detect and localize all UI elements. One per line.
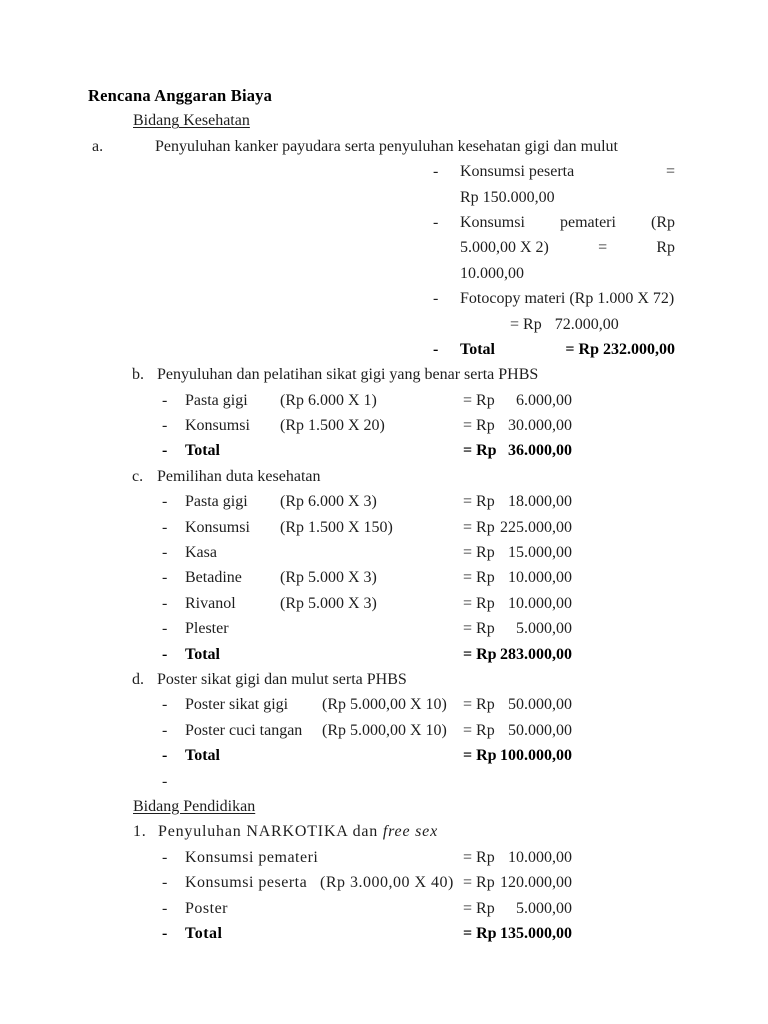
row-label: Konsumsi <box>185 417 250 435</box>
row-label: Betadine <box>185 569 242 587</box>
item-1-title: Penyuluhan NARKOTIKA dan <box>158 823 383 841</box>
trailing-dash: - <box>162 772 168 790</box>
item-1-title-italic: free sex <box>382 823 438 841</box>
row-label: Poster <box>185 899 228 917</box>
total-label: Total <box>185 747 220 765</box>
budget-row <box>162 540 572 565</box>
bullet-dash: - <box>162 899 168 917</box>
bullet-dash: - <box>162 924 168 942</box>
item-a-title: Penyuluhan kanker payudara serta penyuluhan kesehatan gigi dan mulut <box>155 137 618 155</box>
row-eq: = Rp <box>463 924 497 942</box>
item-1-number: 1. <box>133 823 147 841</box>
row-eq: = Rp <box>463 518 495 536</box>
row-formula: (Rp 1.500 X 150) <box>280 518 393 536</box>
item-c-title: Pemilihan duta kesehatan <box>157 467 321 485</box>
budget-row <box>162 413 572 438</box>
bullet-dash: - <box>433 213 439 231</box>
row-formula-word: (Rp <box>651 213 675 231</box>
item-b-letter: b. <box>132 366 144 384</box>
bullet-dash: - <box>162 594 168 612</box>
row-eq: = Rp <box>463 747 497 765</box>
row-eq: = Rp <box>463 594 495 612</box>
row-amount: 10.000,00 <box>508 848 572 866</box>
row-label-word: pemateri <box>559 213 616 231</box>
item-a-line-2 <box>433 185 675 210</box>
row-label: Plester <box>185 620 229 638</box>
row-formula <box>320 896 463 921</box>
bullet-dash: - <box>162 620 168 638</box>
row-label: Fotocopy materi (Rp 1.000 X 72) <box>460 290 675 308</box>
bullet-dash: - <box>433 290 439 308</box>
item-d-title: Poster sikat gigi dan mulut serta PHBS <box>157 670 407 688</box>
section-heading-kesehatan: Bidang Kesehatan <box>133 112 250 130</box>
row-label: Konsumsi peserta <box>185 874 308 892</box>
item-d-heading <box>132 667 768 692</box>
row-amount: 50.000,00 <box>508 696 572 714</box>
budget-row <box>162 616 572 641</box>
row-label: Kasa <box>185 544 217 562</box>
row-amount: 225.000,00 <box>500 518 572 536</box>
row-formula <box>280 616 463 641</box>
bullet-dash: - <box>162 518 168 536</box>
row-formula: (Rp 6.000 X 3) <box>280 493 377 511</box>
item-b-heading <box>132 362 768 387</box>
bullet-dash: - <box>162 848 168 866</box>
bullet-dash: - <box>162 391 168 409</box>
item-a-line-4 <box>433 235 675 260</box>
total-amount: 36.000,00 <box>508 442 572 460</box>
row-amount: 10.000,00 <box>508 594 572 612</box>
row-eq: = Rp <box>463 899 495 917</box>
row-formula: (Rp 3.000,00 X 40) <box>320 874 454 892</box>
total-amount: = Rp 232.000,00 <box>565 340 675 358</box>
item-a-heading <box>92 134 768 159</box>
row-eq: = Rp <box>463 569 495 587</box>
row-eq: = Rp <box>463 442 497 460</box>
row-formula <box>280 540 463 565</box>
row-amount: 50.000,00 <box>508 721 572 739</box>
row-amount: 15.000,00 <box>508 544 572 562</box>
bullet-dash: - <box>162 493 168 511</box>
row-eq: = <box>598 239 608 257</box>
row-eq: = Rp <box>510 315 542 333</box>
row-amount: 10.000,00 <box>508 569 572 587</box>
row-eq: = Rp <box>463 544 495 562</box>
section-pendidikan-heading-line <box>0 794 768 819</box>
budget-row <box>162 515 572 540</box>
section-heading-pendidikan: Bidang Pendidikan <box>133 797 256 815</box>
row-label: Pasta gigi <box>185 493 248 511</box>
item-a-letter: a. <box>92 137 104 155</box>
row-formula: (Rp 5.000 X 3) <box>280 594 377 612</box>
row-label: Konsumsi pemateri <box>185 848 319 866</box>
row-label: Konsumsi peserta <box>460 163 575 181</box>
document-title: Rencana Anggaran Biaya <box>88 86 273 105</box>
row-amount: 5.000,00 <box>516 620 572 638</box>
row-label: Poster sikat gigi <box>185 696 289 714</box>
total-amount: 283.000,00 <box>500 645 572 663</box>
item-c-heading <box>132 464 768 489</box>
row-formula: (Rp 5.000,00 X 10) <box>322 721 447 739</box>
bullet-dash: - <box>433 340 439 358</box>
row-amount: 120.000,00 <box>500 874 572 892</box>
budget-total-row <box>162 438 572 463</box>
row-eq: = Rp <box>463 417 495 435</box>
bullet-dash: - <box>162 569 168 587</box>
row-formula-word: 5.000,00 X 2) <box>460 239 549 257</box>
row-currency: Rp <box>656 239 675 257</box>
row-amount: Rp 150.000,00 <box>460 188 555 206</box>
budget-row <box>162 845 572 870</box>
row-eq: = Rp <box>463 696 495 714</box>
row-formula: (Rp 5.000,00 X 10) <box>322 696 447 714</box>
row-amount: 30.000,00 <box>508 417 572 435</box>
row-amount: 6.000,00 <box>516 391 572 409</box>
bullet-dash: - <box>433 163 439 181</box>
budget-row <box>162 870 572 895</box>
row-label: Poster cuci tangan <box>185 721 303 739</box>
budget-row <box>162 718 572 743</box>
item-a-line-5 <box>433 261 675 286</box>
total-label: Total <box>460 340 495 358</box>
row-label: Konsumsi <box>185 518 250 536</box>
bullet-dash: - <box>162 747 168 765</box>
budget-total-row <box>162 921 572 946</box>
row-eq: = <box>665 163 675 181</box>
item-1-heading <box>133 819 768 844</box>
row-label: Rivanol <box>185 594 236 612</box>
row-eq: = Rp <box>463 391 495 409</box>
row-label: Pasta gigi <box>185 391 248 409</box>
item-a-line-1 <box>433 159 675 184</box>
bullet-dash: - <box>162 544 168 562</box>
row-eq: = Rp <box>463 721 495 739</box>
row-eq: = Rp <box>463 874 495 892</box>
item-a-line-7 <box>510 312 768 337</box>
row-label-word: Konsumsi <box>460 213 525 231</box>
item-b-title: Penyuluhan dan pelatihan sikat gigi yang benar serta PHBS <box>157 366 539 384</box>
row-amount: 18.000,00 <box>508 493 572 511</box>
item-c-letter: c. <box>132 467 144 485</box>
row-formula: (Rp 1.500 X 20) <box>280 417 385 435</box>
budget-row <box>162 565 572 590</box>
budget-row <box>162 692 572 717</box>
total-label: Total <box>185 645 220 663</box>
bullet-dash: - <box>162 442 168 460</box>
bullet-dash: - <box>162 645 168 663</box>
item-d-letter: d. <box>132 670 144 688</box>
total-amount: 135.000,00 <box>500 924 572 942</box>
row-formula <box>320 845 463 870</box>
row-eq: = Rp <box>463 620 495 638</box>
budget-row <box>162 388 572 413</box>
budget-row <box>162 489 572 514</box>
row-amount: 5.000,00 <box>516 899 572 917</box>
budget-total-row <box>162 743 572 768</box>
item-a-line-6 <box>433 286 675 311</box>
item-a-total-line <box>433 337 675 362</box>
row-eq: = Rp <box>463 848 495 866</box>
row-formula: (Rp 5.000 X 3) <box>280 569 377 587</box>
budget-row <box>162 591 572 616</box>
row-amount: 72.000,00 <box>554 315 619 333</box>
item-a-line-3 <box>433 210 675 235</box>
total-label: Total <box>185 924 223 942</box>
budget-row <box>162 896 572 921</box>
row-amount: 10.000,00 <box>460 264 524 282</box>
bullet-dash: - <box>162 874 168 892</box>
bullet-dash: - <box>162 417 168 435</box>
row-eq: = Rp <box>463 493 495 511</box>
bullet-dash: - <box>162 696 168 714</box>
total-amount: 100.000,00 <box>500 747 572 765</box>
row-formula: (Rp 6.000 X 1) <box>280 391 377 409</box>
budget-total-row <box>162 642 572 667</box>
row-eq: = Rp <box>463 645 497 663</box>
total-label: Total <box>185 442 220 460</box>
section-kesehatan-heading-line <box>0 108 768 133</box>
bullet-dash: - <box>162 721 168 739</box>
